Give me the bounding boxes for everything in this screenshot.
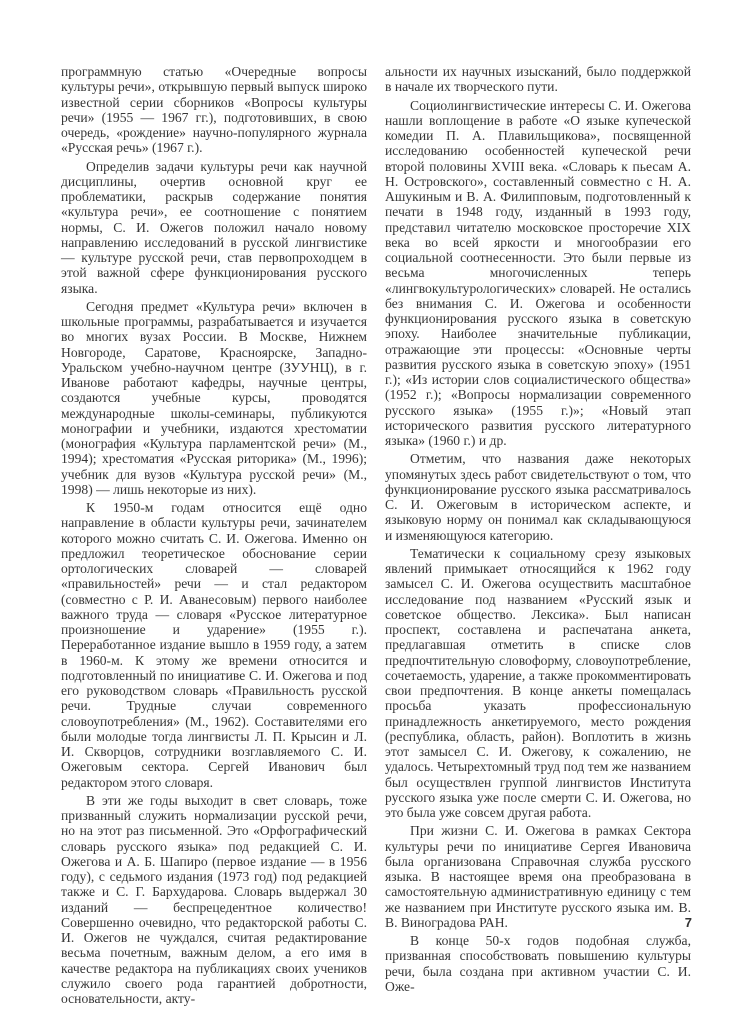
text-column-right — [385, 64, 691, 997]
paragraph: Социолингвистические интересы С. И. Ожегова нашли воплощение в работе «О языке купеческой комедии П. А. Плавильщикова», посвященной исследованию особенностей купеческой речи второй половины XVIII века. «Словарь к пьесам А. Н. Островского», составленный совместно с Н. А. Ашукиным и В. А. Филипповым, подготовленный к печати в 1948 году, изданный в 1993 году, представил читателю московское просторечие XIX века во всей яркости и многообразии его социальной соотнесенности. Это были первые из весьма многочисленных теперь «лингвокультурологических» словарей. Не остались без внимания С. И. Ожегова и особенности функционирования русского языка в советскую эпоху. Наиболее значительные публикации, отражающие эти процессы: «Основные черты развития русского языка в советскую эпоху» (1951 г.); «Из истории слов социалистического общества» (1952 г.); «Вопросы нормализации современного русского языка» (1955 г.)»; «Новый этап исторического развития русского литературного языка» (1960 г.) и др. — [385, 97, 691, 448]
paragraph: альности их научных изысканий, было поддержкой в начале их творческого пути. — [385, 64, 691, 95]
paragraph: программную статью «Очередные вопросы культуры речи», открывшую первый выпуск широко известной серии сборников «Вопросы культуры речи» (1955 — 1967 гг.), подготовивших, в свою очередь, «рождение» научно-популярного журнала «Русская речь» (1967 г.). — [61, 64, 367, 156]
paragraph: Отметим, что названия даже некоторых упомянутых здесь работ свидетельствуют о том, что функционирование русского языка рассматривалось С. И. Ожеговым в историческом аспекте, и языковую норму он понимал как складывающуюся и изменяющуюся категорию. — [385, 451, 691, 543]
paragraph: Сегодня предмет «Культура речи» включен в школьные программы, разрабатывается и изучается во многих вузах России. В Москве, Нижнем Новгороде, Саратове, Красноярске, Западно-Уральском учебно-научном центре (ЗУУНЦ), в г. Иванове работают кафедры, научные центры, создаются учебные курсы, проводятся международные школы-семинары, публикуются монографии и учебники, издаются хрестоматии (монография «Культура парламентской речи» (М., 1994); хрестоматия «Русская риторика» (М., 1996); учебник для вузов «Культура русской речи» (М., 1998) — лишь некоторые из них). — [61, 298, 367, 497]
paragraph: В конце 50-х годов подобная служба, призванная способствовать повышению культуры речи, была создана при активном участии С. И. Оже- — [385, 933, 691, 994]
text-column-left — [61, 64, 367, 1009]
paragraph: К 1950-м годам относится ещё одно направление в области культуры речи, зачинателем которого можно считать С. И. Ожегова. Именно он предложил теоретическое обоснование серии ортологических словарей — словарей «правильностей» речи — и стал редактором (совместно с Р. И. Аванесовым) первого наиболее важного труда — словаря «Русское литературное произношение и ударение» (1955 г.). Переработанное издание вышло в 1959 году, а затем в 1960-м. К этому же времени относится и подготовленный по инициативе С. И. Ожегова и под его руководством словарь «Правильность русской речи. Трудные случаи современного словоупотребления» (М., 1962). Составителями его были молодые тогда лингвисты Л. П. Крысин и Л. И. Скворцов, сотрудники возглавляемого С. И. Ожеговым сектора. Сергей Иванович был редактором этого словаря. — [61, 500, 367, 790]
paragraph: Тематически к социальному срезу языковых явлений примыкает относящийся к 1962 году замысел С. И. Ожегова осуществить масштабное исследование под названием «Русский язык и советское общество. Лексика». Был написан проспект, составлена и распечатана анкета, предлагавшая отметить в списке слов предпочтительную словоформу, словоупотребление, сочетаемость, ударение, а также прокомментировать свои предпочтения. В конце анкеты помещалась просьба указать профессиональную принадлежность анкетируемого, место рождения (республика, область, район). Воплотить в жизнь этот замысел С. И. Ожегову, к сожалению, не удалось. Четырехтомный труд под тем же названием был осуществлен группой лингвистов Института русского языка уже после смерти С. И. Ожегова, но это была уже совсем другая работа. — [385, 545, 691, 820]
page-number: 7 — [684, 915, 692, 930]
paragraph: Определив задачи культуры речи как научной дисциплины, очертив основной круг ее проблематики, раскрыв содержание понятия «культура речи», ее соотношение с понятием нормы, С. И. Ожегов положил начало новому направлению исследований в русской лингвистике — культуре русской речи, став первопроходцем в этой важной сфере функционирования русского языка. — [61, 158, 367, 296]
paragraph: В эти же годы выходит в свет словарь, тоже призванный служить нормализации русской речи, но на этот раз письменной. Это «Орфографический словарь русского языка» под редакцией С. И. Ожегова и А. Б. Шапиро (первое издание — в 1956 году), с седьмого издания (1973 год) под редакцией также и С. Г. Бархударова. Словарь выдержал 30 изданий — беспрецедентное количество! Совершенно очевидно, что редакторской работы С. И. Ожегов не чуждался, считая редактирование весьма почетным, важным делом, а его имя в качестве редактора на публикациях своих учеников служило своего рода гарантией добротности, основательности, акту- — [61, 792, 367, 1006]
paragraph: При жизни С. И. Ожегова в рамках Сектора культуры речи по инициативе Сергея Ивановича была организована Справочная служба русского языка. В настоящее время она преобразована в самостоятельную административную единицу с тем же названием при Институте русского языка им. В. В. Виноградова РАН. — [385, 823, 691, 930]
